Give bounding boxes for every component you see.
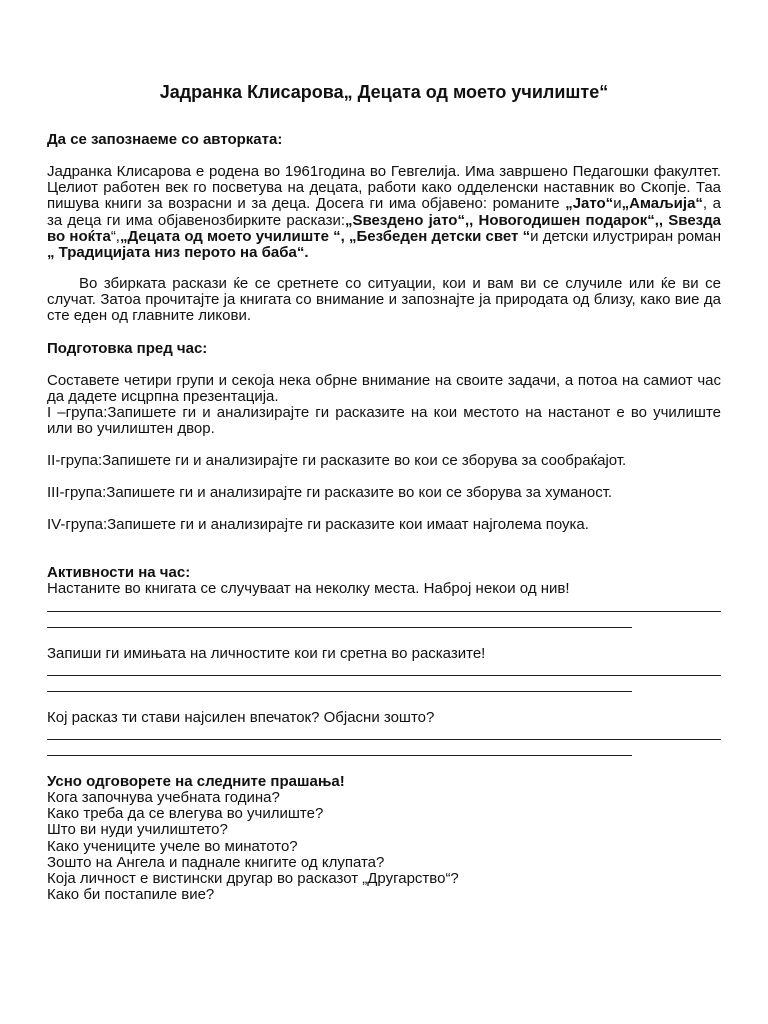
prep-heading: Подготовка пред час: (47, 340, 208, 357)
intro-text-f: и детски илустриран роман (530, 227, 721, 245)
intro-bold-novel-1: „Јато“ (565, 195, 614, 213)
answer-line[interactable] (47, 627, 632, 628)
oral-question: Кога започнува учебната година? (47, 789, 280, 806)
intro-text-e: “, (110, 227, 120, 245)
intro-text-c: и (613, 195, 622, 213)
intro-heading: Да се запознаеме со авторката: (47, 131, 283, 148)
intro-bold-collections-2: „Децата од моето училиште “, „Безбеден детски свет “ (119, 227, 531, 245)
activity-question-3: Кој расказ ти стави најсилен впечаток? Објасни зошто? (47, 709, 435, 726)
answer-line[interactable] (47, 755, 632, 756)
prep-group-3: III-група:Запишете ги и анализирајте ги расказите во кои се зборува за хуманост. (47, 484, 613, 501)
oral-question: Како би постапиле вие? (47, 886, 215, 904)
document-title: Јадранка Клисарова„ Децата од моето училиште“ (159, 82, 609, 102)
oral-question: Која личност е вистински другар во расказот „Другарство“? (47, 870, 459, 888)
prep-intro: Составете четири групи и секоја нека обрне внимание на своите задачи, а потоа на самиот час да дадете исцрпна презентација. (47, 372, 721, 406)
oral-question: Што ви нуди училиштето? (47, 821, 228, 839)
prep-group-4: IV-група:Запишете ги и анализирајте ги расказите кои имаат најголема поука. (47, 516, 589, 533)
answer-line[interactable] (47, 675, 721, 676)
answer-line[interactable] (47, 611, 721, 612)
intro-bold-novel-3: „ Традицијата низ перото на баба“. (47, 244, 309, 262)
intro-paragraph-2: Во збирката раскази ќе се сретнете со ситуации, кои и вам ви се случиле или ќе ви се случат. Затоа прочитајте ја книгата со внимание и запознајте ја природата од близу, како вие да сте еден од главните ликови. (47, 275, 721, 325)
intro-text-d: , а за деца ги има објавенозбирките раскази: (47, 195, 721, 229)
intro-bold-collections: „Sвездено јато“,, Новогодишен подарок“,, Sвезда во ноќта (47, 211, 721, 245)
prep-group-1: I –група:Запишете ги и анализирајте ги расказите на кои местото на настанот е во училиште или во училиштен двор. (47, 404, 721, 438)
oral-question: Како треба да се влегува во училиште? (47, 805, 324, 823)
intro-bold-novel-2: „Амаљија“ (621, 195, 703, 213)
oral-question: Зошто на Ангела и паднале книгите од клупата? (47, 853, 385, 871)
oral-question: Како учениците учеле во минатото? (47, 837, 298, 855)
prep-group-2: II-група:Запишете ги и анализирајте ги расказите во кои се зборува за сообраќајот. (47, 452, 627, 469)
answer-line[interactable] (47, 739, 721, 740)
activity-question-1: Настаните во книгата се случуваат на неколку места. Наброј некои од нив! (47, 580, 570, 597)
oral-heading: Усно одговорете на следните прашања! (47, 773, 345, 790)
answer-line[interactable] (47, 691, 632, 692)
intro-text-a: Јадранка Клисарова е родена во 1961година во Гевгелија. Има завршено Педагошки факултет. Целиот работен век го посветува на децата, работи како одделенски наставник во Скопје. Таа пишува книги за возрасни и за деца. Досега ги има објавено: романите (47, 163, 721, 213)
oral-question-list (47, 790, 721, 903)
activity-question-2: Запиши ги имињата на личностите кои ги сретна во расказите! (47, 645, 486, 662)
activities-heading: Активности на час: (47, 564, 191, 581)
intro-paragraph-1 (47, 164, 721, 261)
